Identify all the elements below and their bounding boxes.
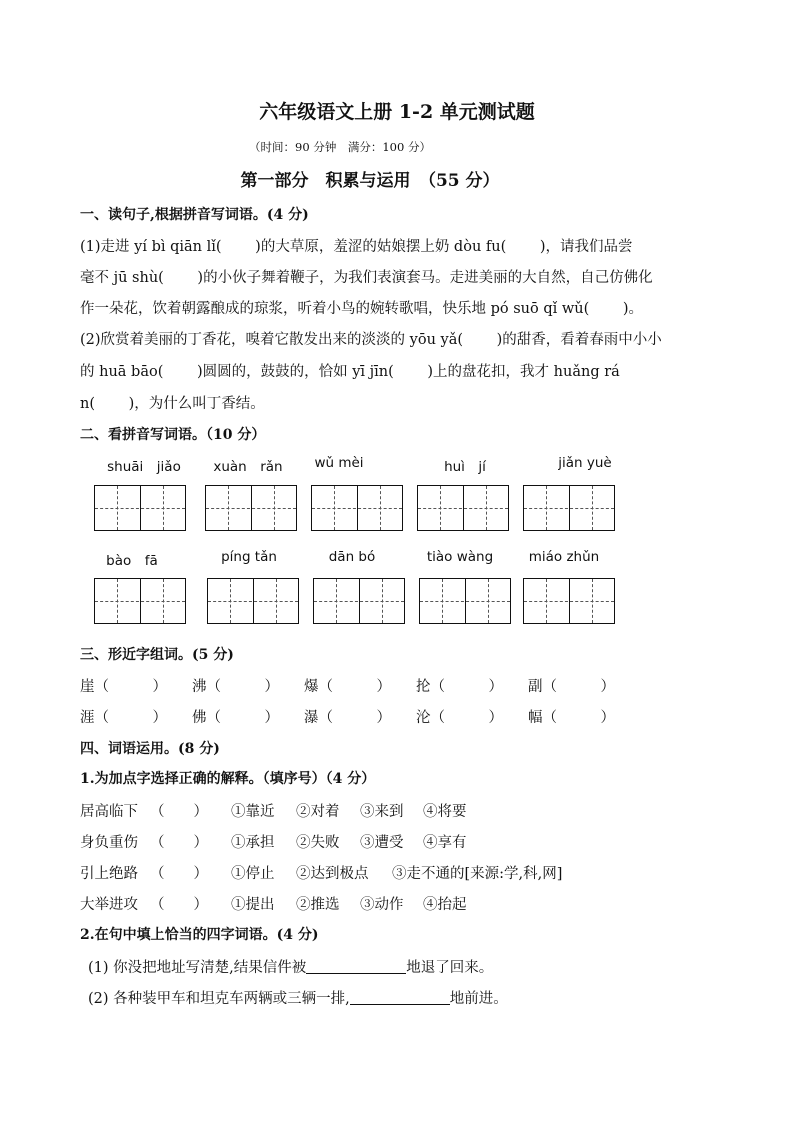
exam-info: （时间：90 分钟 满分：100 分） xyxy=(249,140,431,154)
char-item: 涯（ ） xyxy=(80,710,167,726)
q2-heading: 2.在句中填上恰当的四字词语。(4 分) xyxy=(80,927,319,943)
q1-option: ④享有 xyxy=(423,835,467,851)
q1-option: ①靠近 xyxy=(231,804,275,820)
writing-grid[interactable] xyxy=(417,485,509,531)
answer-paren: （ ） xyxy=(150,897,208,913)
section-2-heading: 二、看拼音写词语。（10 分） xyxy=(80,427,266,443)
q2-sentence-2: (2) 各种装甲车和坦克车两辆或三辆一排, 地前进。 xyxy=(88,991,508,1007)
pinyin-label: wǔ mèi xyxy=(314,455,364,471)
q1-option: ①承担 xyxy=(231,835,275,851)
q1-option: ②失败 xyxy=(296,835,340,851)
q1-word: 身负重伤 xyxy=(80,835,138,851)
writing-grid[interactable] xyxy=(94,578,186,624)
q1-word: 引上绝路 xyxy=(80,866,138,882)
q1-heading: 1.为加点字选择正确的解释。（填序号）（4 分） xyxy=(80,771,376,787)
writing-grid[interactable] xyxy=(313,578,405,624)
page-title: 六年级语文上册 1-2 单元测试题 xyxy=(259,101,535,123)
section-3-heading: 三、形近字组词。(5 分) xyxy=(80,647,234,663)
q1-option: ③走不通的[来源:学,科,网] xyxy=(392,866,563,882)
q1-option: ①提出 xyxy=(231,897,275,913)
part-heading: 第一部分 积累与运用 （55 分） xyxy=(240,171,500,191)
q1-option: ④抬起 xyxy=(423,897,467,913)
char-item: 佛（ ） xyxy=(192,710,279,726)
section-1-heading: 一、读句子,根据拼音写词语。(4 分) xyxy=(80,207,309,223)
q1-option: ③遭受 xyxy=(360,835,404,851)
s1-line: 的 huā bāo( )圆圆的，鼓鼓的，恰如 yī jīn( )上的盘花扣，我才 huǎng rá xyxy=(80,364,620,380)
char-item: 爆（ ） xyxy=(304,679,391,695)
q1-option: ④将要 xyxy=(423,804,467,820)
section-4-heading: 四、词语运用。(8 分) xyxy=(80,741,220,757)
pinyin-label: bào fā xyxy=(106,553,158,569)
pinyin-label: huì jí xyxy=(444,459,486,475)
writing-grid[interactable] xyxy=(94,485,186,531)
q1-option: ②达到极点 xyxy=(296,866,369,882)
q2-sentence-1: (1) 你没把地址写清楚,结果信件被 地退了回来。 xyxy=(88,960,494,976)
q1-word: 大举进攻 xyxy=(80,897,138,913)
char-item: 沦（ ） xyxy=(416,710,503,726)
writing-grid[interactable] xyxy=(419,578,511,624)
pinyin-label: shuāi jiǎo xyxy=(107,459,181,475)
pinyin-label: píng tǎn xyxy=(221,549,277,565)
char-item: 崖（ ） xyxy=(80,679,167,695)
q1-option: ③动作 xyxy=(360,897,404,913)
s1-line: 毫不 jū shù( )的小伙子舞着鞭子，为我们表演套马。走进美丽的大自然，自己仿佛化 xyxy=(80,270,653,286)
char-item: 沸（ ） xyxy=(192,679,279,695)
pinyin-label: miáo zhǔn xyxy=(528,549,600,565)
q1-word: 居高临下 xyxy=(80,804,138,820)
fill-blank[interactable] xyxy=(350,990,450,1005)
char-item: 瀑（ ） xyxy=(304,710,391,726)
q1-option: ③来到 xyxy=(360,804,404,820)
q1-option: ②对着 xyxy=(296,804,340,820)
char-item: 幅（ ） xyxy=(528,710,615,726)
pinyin-label: tiào wàng xyxy=(426,549,494,565)
s1-line: n( )，为什么叫丁香结。 xyxy=(80,396,265,412)
writing-grid[interactable] xyxy=(311,485,403,531)
pinyin-label: xuàn rǎn xyxy=(213,459,283,475)
s1-line: (1)走进 yí bì qiān lǐ( )的大草原，羞涩的姑娘摆上奶 dòu fu( )，请我们品尝 xyxy=(80,239,633,255)
writing-grid[interactable] xyxy=(205,485,297,531)
writing-grid[interactable] xyxy=(523,485,615,531)
char-item: 副（ ） xyxy=(528,679,615,695)
answer-paren: （ ） xyxy=(150,804,208,820)
char-item: 抡（ ） xyxy=(416,679,503,695)
fill-blank[interactable] xyxy=(306,959,406,974)
writing-grid[interactable] xyxy=(207,578,299,624)
q1-option: ①停止 xyxy=(231,866,275,882)
answer-paren: （ ） xyxy=(150,866,208,882)
writing-grid[interactable] xyxy=(523,578,615,624)
answer-paren: （ ） xyxy=(150,835,208,851)
s1-line: (2)欣赏着美丽的丁香花，嗅着它散发出来的淡淡的 yōu yǎ( )的甜香，看着春雨中小小 xyxy=(80,332,662,348)
pinyin-label: dān bó xyxy=(328,549,376,565)
q1-option: ②推选 xyxy=(296,897,340,913)
pinyin-label: jiǎn yuè xyxy=(558,455,612,471)
s1-line: 作一朵花，饮着朝露酿成的琼浆，听着小鸟的婉转歌唱，快乐地 pó suō qǐ wǔ( )。 xyxy=(80,301,644,317)
